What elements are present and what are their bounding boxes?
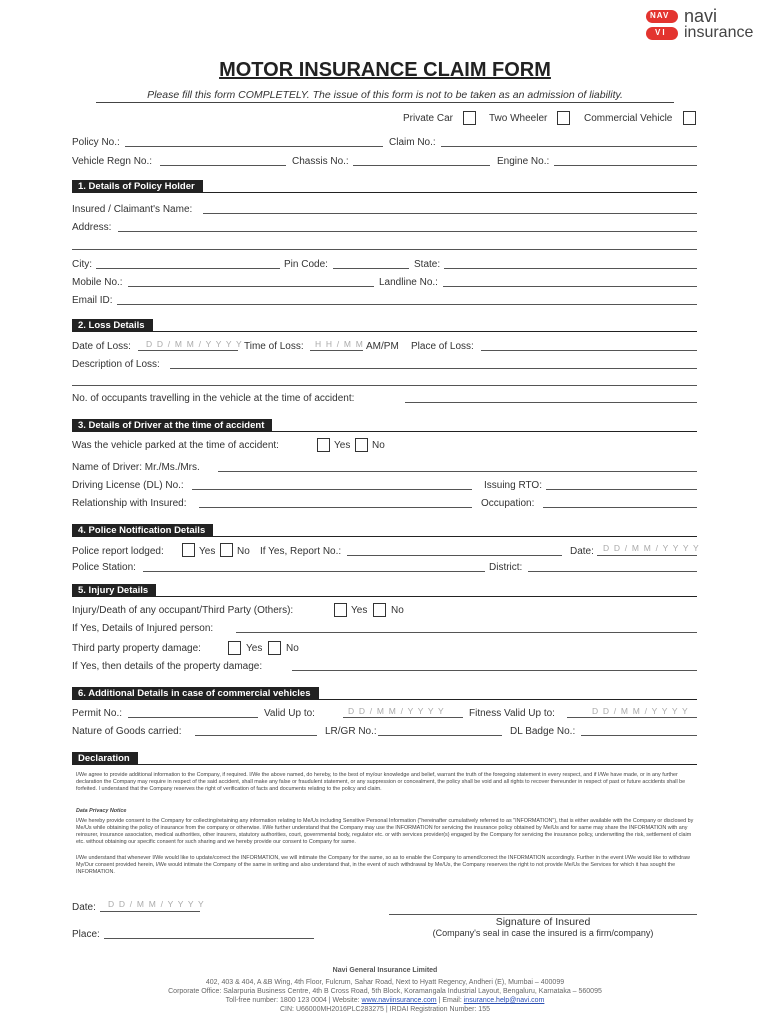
police-report-yes-checkbox[interactable] [182, 543, 195, 557]
goods-carried-field[interactable] [195, 735, 317, 736]
state-label: State: [414, 259, 441, 270]
relationship-label: Relationship with Insured: [72, 498, 187, 509]
address-label: Address: [72, 222, 112, 233]
logo-mark-top: NAV [650, 11, 670, 20]
claim-no-label: Claim No.: [389, 137, 436, 148]
footer-tollfree: Toll-free number: 1800 123 0004 | Website: [225, 997, 360, 1004]
commercial-vehicle-checkbox[interactable] [683, 111, 696, 125]
landline-field[interactable] [443, 286, 697, 287]
occupation-label: Occupation: [481, 498, 535, 509]
section-driver-details [72, 419, 697, 433]
section-title: 1. Details of Policy Holder [72, 180, 203, 193]
footer-address: 402, 403 & 404, A &B Wing, 4th Floor, Fulcrum, Sahar Road, Next to Hyatt Regency, Andheri (E), Mumbai – 400099 [205, 979, 565, 986]
brand-name: navi [684, 6, 718, 26]
footer-corporate: Corporate Office: Salarpuria Business Centre, 4th B Cross Road, 5th Block, Koramangala Industrial Layout, Bengaluru, Karnataka – 560095 [168, 988, 602, 995]
two-wheeler-checkbox[interactable] [557, 111, 570, 125]
dl-badge-field[interactable] [581, 735, 697, 736]
driver-name-field[interactable] [218, 471, 697, 472]
logo-mark-bottom: VI [655, 28, 667, 37]
sign-place-label: Place: [72, 929, 100, 940]
police-date-label: Date: [570, 546, 594, 557]
fitness-valid-label: Fitness Valid Up to: [469, 708, 555, 719]
engine-field[interactable] [554, 165, 697, 166]
occupants-label: No. of occupants travelling in the vehicle at the time of accident: [72, 393, 355, 404]
date-of-loss-label: Date of Loss: [72, 341, 131, 352]
form-title: MOTOR INSURANCE CLAIM FORM [219, 59, 551, 81]
signature-label: Signature of Insured [495, 916, 591, 928]
property-yes-label: Yes [246, 643, 263, 654]
section-injury-details [72, 584, 697, 598]
declaration-text: I/We agree to provide additional information to the Company, if required. I/We the above named, do hereby, to the best of my/our knowledge and belief, warrant the truth of the foregoing statement in every respect, and if I/We have made, or in any further declaration the Company may require in respect of the said accident, shall make any false or fraudulent statement, or any suppression or concealment, the policy shall be void and all rights to recover thereunder in respect of past or future accidents shall be forfeited. I understand that the Company reserves the right of verification of facts and documents relating to the policy and claim. [76, 772, 686, 792]
company-seal-note: (Company's seal in case the insured is a firm/company) [432, 928, 654, 938]
section-title: 3. Details of Driver at the time of accident [72, 419, 272, 432]
consent-text: I/We hereby provide consent to the Company for collecting/retaining any information relating to Me/Us including Sensitive Personal Information ("hereinafter cumulatively referred to as "INFORMATION"), that is either available with the Company or disclosed by Me/Us while obtaining the policy of insurance from the company or otherwise. I/We further understand that the Company may use the INFORMATION for servicing the insurance policy obtained by Me/Us and for same may share the INFORMATION with any reinsurer, insurance association, medical authorities, other insurers, statutory authorities, court, governmental body, regulator etc. or with services provider(s) engaged by the Company for servicing the insurance policy, underwriting the risk, settlement of claim etc. without obtaining our specific consent for such sharing and we hereby provide our consent to Company for same. [76, 818, 694, 845]
valid-up-to-placeholder: D D / M M / Y Y Y Y [348, 706, 445, 716]
time-of-loss-label: Time of Loss: [244, 341, 304, 352]
email-label: Email ID: [72, 295, 113, 306]
injury-no-label: No [391, 605, 404, 616]
city-label: City: [72, 259, 92, 270]
landline-label: Landline No.: [379, 277, 438, 288]
issuing-rto-field[interactable] [546, 489, 697, 490]
relationship-field[interactable] [199, 507, 472, 508]
signature-field[interactable] [389, 914, 697, 915]
city-field[interactable] [96, 268, 280, 269]
policy-no-label: Policy No.: [72, 137, 120, 148]
police-station-field[interactable] [143, 571, 485, 572]
injured-details-field[interactable] [236, 632, 697, 633]
section-title: 2. Loss Details [72, 319, 153, 332]
footer-email-label: | Email: [438, 997, 462, 1004]
valid-up-to-label: Valid Up to: [264, 708, 315, 719]
email-field[interactable] [117, 304, 697, 305]
engine-label: Engine No.: [497, 156, 550, 167]
permit-no-label: Permit No.: [72, 708, 123, 719]
date-of-loss-placeholder: D D / M M / Y Y Y Y [146, 339, 243, 349]
section-title: 6. Additional Details in case of commercial vehicles [72, 687, 319, 700]
section-commercial-details [72, 687, 697, 701]
property-no-label: No [286, 643, 299, 654]
property-details-label: If Yes, then details of the property damage: [72, 661, 263, 672]
district-label: District: [489, 562, 523, 573]
time-of-loss-field[interactable] [310, 350, 363, 351]
valid-up-to-field[interactable] [343, 717, 463, 718]
vehicle-type-private-car: Private Car [403, 113, 454, 124]
ampm-label: AM/PM [366, 341, 399, 352]
place-of-loss-field[interactable] [481, 350, 697, 351]
insured-name-label: Insured / Claimant's Name: [72, 204, 193, 215]
footer-cin: CIN: U66000MH2016PLC283275 | IRDAI Registration Number: 155 [280, 1006, 490, 1013]
sign-date-label: Date: [72, 902, 96, 913]
injured-details-label: If Yes, Details of Injured person: [72, 623, 214, 634]
footer-contact [0, 996, 770, 1005]
police-report-yes-label: Yes [199, 546, 216, 557]
data-privacy-title: Data Privacy Notice [76, 808, 127, 814]
property-yes-checkbox[interactable] [228, 641, 241, 655]
chassis-field[interactable] [353, 165, 490, 166]
place-of-loss-label: Place of Loss: [411, 341, 474, 352]
time-of-loss-placeholder: H H / M M [315, 339, 365, 349]
vehicle-type-commercial: Commercial Vehicle [584, 113, 673, 124]
driver-name-label: Name of Driver: Mr./Ms./Mrs. [72, 462, 200, 473]
goods-carried-label: Nature of Goods carried: [72, 726, 182, 737]
police-date-placeholder: D D / M M / Y Y Y Y [603, 543, 700, 553]
section-loss-details [72, 319, 697, 333]
parked-no-label: No [372, 440, 385, 451]
description-field-1[interactable] [170, 368, 697, 369]
issuing-rto-label: Issuing RTO: [484, 480, 542, 491]
sign-date-placeholder: D D / M M / Y Y Y Y [108, 899, 205, 909]
fitness-valid-field[interactable] [567, 717, 697, 718]
police-report-no-label: No [237, 546, 250, 557]
insured-name-field[interactable] [203, 213, 697, 214]
lr-gr-field[interactable] [378, 735, 502, 736]
property-details-field[interactable] [292, 670, 697, 671]
injury-label: Injury/Death of any occupant/Third Party (Others): [72, 605, 294, 616]
lr-gr-label: LR/GR No.: [325, 726, 377, 737]
sign-place-field[interactable] [104, 938, 314, 939]
claim-no-field[interactable] [441, 146, 697, 147]
footer-email-link[interactable]: insurance.help@navi.com [463, 997, 545, 1004]
vehicle-regn-field[interactable] [160, 165, 286, 166]
section-title: Declaration [72, 752, 138, 765]
dl-badge-label: DL Badge No.: [510, 726, 576, 737]
injury-yes-label: Yes [351, 605, 368, 616]
section-title: 4. Police Notification Details [72, 524, 213, 537]
parked-yes-checkbox[interactable] [317, 438, 330, 452]
section-declaration [72, 752, 697, 766]
parked-yes-label: Yes [334, 440, 351, 451]
vehicle-parked-label: Was the vehicle parked at the time of accident: [72, 440, 279, 451]
state-field[interactable] [444, 268, 697, 269]
district-field[interactable] [528, 571, 697, 572]
vehicle-type-two-wheeler: Two Wheeler [489, 113, 548, 124]
report-no-label: If Yes, Report No.: [260, 546, 342, 557]
fitness-valid-placeholder: D D / M M / Y Y Y Y [592, 706, 689, 716]
description-field-2[interactable] [72, 385, 697, 386]
section-police-notification [72, 524, 697, 538]
property-damage-label: Third party property damage: [72, 643, 201, 654]
police-station-label: Police Station: [72, 562, 136, 573]
mobile-label: Mobile No.: [72, 277, 123, 288]
sign-date-field[interactable] [100, 911, 200, 912]
vehicle-regn-label: Vehicle Regn No.: [72, 156, 153, 167]
report-no-field[interactable] [347, 555, 562, 556]
police-report-label: Police report lodged: [72, 546, 164, 557]
pin-code-field[interactable] [333, 268, 409, 269]
police-date-field[interactable] [597, 555, 697, 556]
form-subtitle: Please fill this form COMPLETELY. The issue of this form is not to be taken as an admission of liability. [96, 89, 674, 103]
parked-no-checkbox[interactable] [355, 438, 368, 452]
property-no-checkbox[interactable] [268, 641, 281, 655]
occupants-field[interactable] [405, 402, 697, 403]
brand-name-2: insurance [684, 24, 754, 41]
update-consent-text: I/We understand that whenever I/We would like to update/correct the INFORMATION, we will intimate the Company for the same, so as to enable the Company to amend/correct the INFORMATION accordingly. Further in the event I/We would like to withdraw My/Our consent provided herein, I/We would intimate the Company of the same in writing and also understand that, in the event of such withdrawal by Me/Us, the Company reserves the right to not provide Me/Us the Services for which it has sought the INFORMATION. [76, 855, 690, 875]
police-report-no-checkbox[interactable] [220, 543, 233, 557]
policy-no-field[interactable] [125, 146, 383, 147]
injury-no-checkbox[interactable] [373, 603, 386, 617]
description-label: Description of Loss: [72, 359, 160, 370]
section-policy-holder [72, 180, 697, 194]
driving-license-label: Driving License (DL) No.: [72, 480, 184, 491]
address-field-1[interactable] [118, 231, 697, 232]
chassis-label: Chassis No.: [292, 156, 349, 167]
occupation-field[interactable] [543, 507, 697, 508]
private-car-checkbox[interactable] [463, 111, 476, 125]
date-of-loss-field[interactable] [138, 350, 238, 351]
address-field-2[interactable] [72, 249, 697, 250]
footer-company: Navi General Insurance Limited [332, 967, 438, 974]
pin-code-label: Pin Code: [284, 259, 328, 270]
navi-logo [646, 9, 678, 41]
driving-license-field[interactable] [192, 489, 472, 490]
mobile-field[interactable] [128, 286, 374, 287]
permit-no-field[interactable] [128, 717, 258, 718]
footer-website-link[interactable]: www.naviinsurance.com [361, 997, 437, 1004]
section-title: 5. Injury Details [72, 584, 156, 597]
injury-yes-checkbox[interactable] [334, 603, 347, 617]
